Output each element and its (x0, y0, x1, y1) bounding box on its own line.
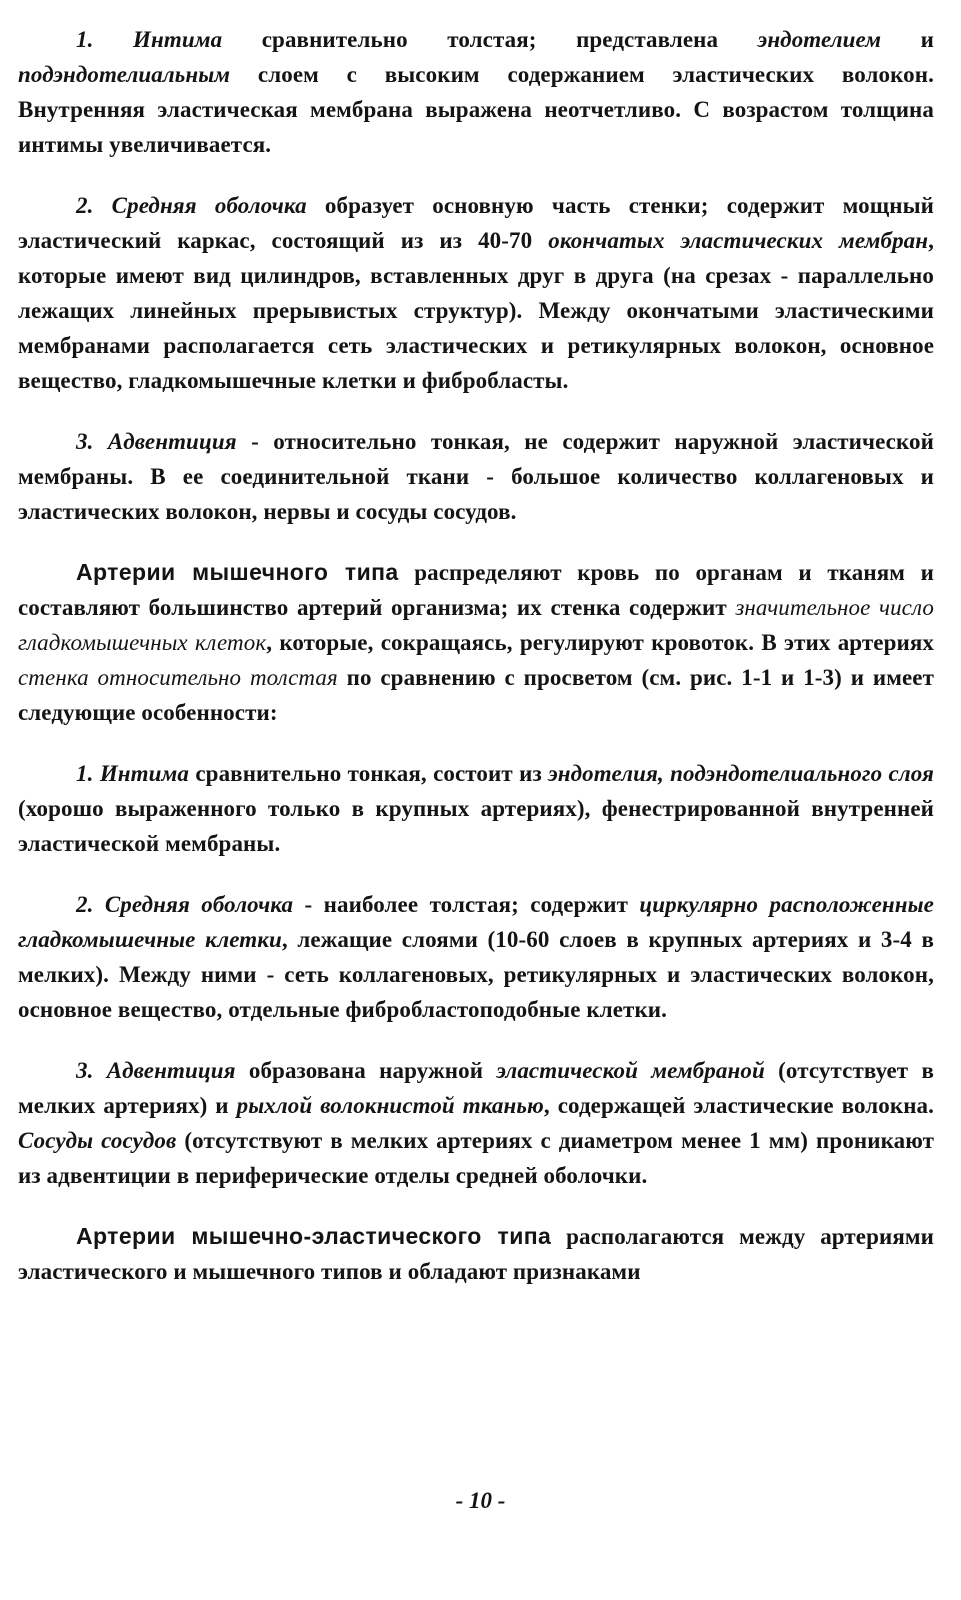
text-run: (отсутствуют в мелких артериях с диаметром менее 1 мм) проникают из адвентиции в периферические отделы средней оболочки. (18, 1128, 934, 1188)
term-adventitia: Адвентиция (106, 1058, 236, 1083)
paragraph-elastic-adventitia (18, 424, 934, 529)
term-endothelium: эндотелием (757, 27, 882, 52)
text-run: слоем с высоким содержанием эластических волокон. Внутренняя эластическая мембрана выражена неотчетливо. С возрастом толщина интимы увеличивается. (18, 62, 934, 157)
paragraph-muscular-media (18, 887, 934, 1027)
text-run: (хорошо выраженного только в крупных артериях), фенестрированной внутренней эластической мембраны. (18, 796, 934, 856)
paragraph-muscular-adventitia (18, 1053, 934, 1193)
page-body (18, 22, 934, 1315)
paragraph-muscular-intima (18, 756, 934, 861)
paragraph-elastic-media (18, 188, 934, 398)
text-run: образована наружной (235, 1058, 497, 1083)
section-heading-muscular-elastic: Артерии мышечно-эластического типа (76, 1223, 552, 1249)
text-run: располагаются между артериями эластического и мышечного типов и обладают признаками (18, 1224, 934, 1284)
text-run: сравнительно толстая; представлена (222, 27, 758, 52)
term-adventitia: Адвентиция (107, 429, 237, 454)
text-run: 1. (76, 761, 100, 786)
term-fenestrated-membranes: окончатых эластических мембран (548, 228, 929, 253)
text-run: , лежащие слоями (10-60 слоев в крупных артериях и 3-4 в мелких). Между ними - сеть коллагеновых, ретикулярных и эластических волокон, основное вещество, отдельные фибробластоподобные клетки. (18, 927, 934, 1022)
text-run: по сравнению с просветом (см. рис. 1-1 и 1-3) и имеет следующие особенности: (18, 665, 935, 725)
term-endothelium-subendothelial: эндотелия, подэндотелиального слоя (548, 761, 934, 786)
text-run: сравнительно тонкая, состоит из (189, 761, 549, 786)
text-run: 2. (76, 193, 112, 218)
paragraph-elastic-intima (18, 22, 934, 162)
text-run: , которые имеют вид цилиндров, вставленных друг в друга (на срезах - параллельно лежащих линейных прерывистых структур). Между окончатыми эластическими мембранами располагается сеть эластических и ретикулярных волокон, основное вещество, гладкомышечные клетки и фибробласты. (18, 228, 934, 393)
text-run: распределяют кровь по органам и тканям и составляют большинство артерий организма; их стенка содержит (18, 560, 934, 620)
term-intima: Интима (133, 27, 223, 52)
term-tunica-media: Средняя оболочка (104, 892, 294, 917)
term-external-elastic-membrane: эластической мембраной (496, 1058, 765, 1083)
term-thick-wall: стенка относительно толстая (18, 665, 338, 690)
term-loose-connective-tissue: рыхлой волокнистой тканью (236, 1093, 544, 1118)
term-vasa-vasorum: Сосуды сосудов (18, 1128, 177, 1153)
text-run: - наиболее толстая; содержит (293, 892, 640, 917)
term-smooth-muscle-cells: значительное число гладкомышечных клеток (18, 595, 934, 655)
text-run: 2. (76, 892, 105, 917)
term-circular-smooth-muscle: циркулярно расположенные гладкомышечные клетки (18, 892, 934, 952)
term-subendothelial: подэндотелиальным (18, 62, 231, 87)
paragraph-muscular-elastic-arteries (18, 1219, 934, 1289)
term-tunica-media: Средняя оболочка (111, 193, 307, 218)
paragraph-muscular-arteries (18, 555, 934, 730)
text-run: (отсутствует в мелких артериях) и (18, 1058, 935, 1118)
text-run: и (881, 27, 935, 52)
section-heading-muscular: Артерии мышечного типа (76, 559, 399, 585)
term-intima: Интима (99, 761, 190, 786)
text-run: , которые, сокращаясь, регулируют кровоток. В этих артериях (266, 630, 934, 655)
text-run: - относительно тонкая, не содержит наружной эластической мембраны. В ее соединительной ткани - большое количество коллагеновых и эластических волокон, нервы и сосуды сосудов. (18, 429, 934, 524)
page-number: - 10 - (455, 1488, 506, 1513)
text-run: 3. (76, 429, 108, 454)
text-run: , содержащей эластические волокна. (543, 1093, 935, 1118)
text-run: 1. (76, 27, 133, 52)
text-run: образует основную часть стенки; содержит мощный эластический каркас, состоящий из из 40-70 (18, 193, 934, 253)
text-run: 3. (76, 1058, 107, 1083)
